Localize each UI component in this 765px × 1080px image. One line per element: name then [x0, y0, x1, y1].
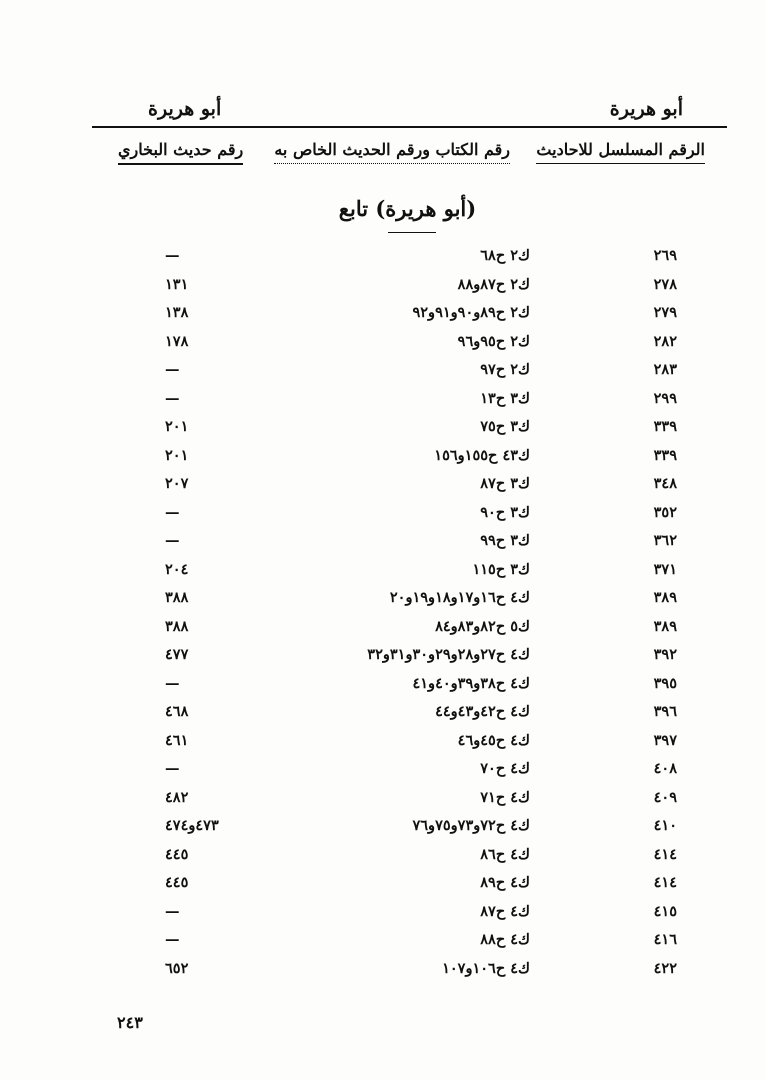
book-reference-cell: ك٢ ح٩٥و٩٦: [457, 332, 530, 350]
table-row: [0, 813, 765, 842]
bukhari-number-cell: ٣٨٨: [165, 589, 189, 606]
table-row: [0, 728, 765, 757]
bukhari-number-cell: ٤٧٣و٤٧٤: [165, 817, 219, 834]
book-reference-cell: ك٢ ح٦٨: [480, 247, 530, 264]
table-row: [0, 614, 765, 643]
table-row: [0, 272, 765, 301]
book-reference-cell: ك٤ ح١٠٦و١٠٧: [442, 959, 530, 977]
bukhari-number-cell: ٢٠٧: [165, 475, 189, 492]
book-reference-cell: ك٤ ح٧٠: [480, 760, 530, 777]
table-row: [0, 500, 765, 529]
book-reference-cell: ك٤ ح٣٨و٣٩و٤٠و٤١: [412, 674, 530, 692]
table-row: [0, 870, 765, 899]
serial-number-cell: ٣٩٢: [653, 646, 677, 663]
book-reference-cell: ك٤ ح٨٨: [480, 931, 530, 948]
book-reference-cell: ك٣ ح٧٥: [480, 418, 530, 435]
serial-number-cell: ٤١٤: [653, 845, 677, 863]
serial-number-cell: ٣٩٧: [653, 731, 677, 749]
book-reference-cell: ك٤ ح٨٧: [480, 902, 530, 920]
serial-number-cell: ٣٧١: [653, 560, 677, 578]
serial-number-cell: ٣٩٥: [653, 674, 677, 692]
serial-number-cell: ٤١٥: [653, 902, 677, 920]
book-reference-cell: ك٤ ح٤٥و٤٦: [457, 731, 530, 749]
table-row: [0, 671, 765, 700]
serial-number-cell: ٣٨٩: [653, 589, 677, 606]
column-header-serial: الرقم المسلسل للاحاديث: [536, 140, 705, 164]
bukhari-number-cell: —: [165, 247, 180, 264]
table-row: [0, 585, 765, 614]
running-title-left: أبو هريرة: [148, 98, 222, 120]
bukhari-number-cell: ١٣١: [165, 275, 189, 293]
bukhari-number-cell: ٤٨٢: [165, 788, 189, 806]
bukhari-number-cell: —: [165, 532, 180, 549]
serial-number-cell: ٣٣٩: [653, 418, 677, 435]
book-reference-cell: ك٤ ح٤٢و٤٣و٤٤: [435, 703, 530, 720]
serial-number-cell: ٣٥٢: [653, 503, 677, 521]
table-row: [0, 699, 765, 728]
book-reference-cell: ك٥ ح٨٢و٨٣و٨٤: [435, 617, 530, 635]
running-title-right: أبو هريرة: [609, 98, 683, 120]
serial-number-cell: ٤٢٢: [653, 959, 677, 977]
bukhari-number-cell: —: [165, 389, 180, 407]
serial-number-cell: ٢٦٩: [653, 247, 677, 264]
book-reference-cell: ك٣ ح٩٠: [480, 503, 530, 521]
bukhari-number-cell: ٤٤٥: [165, 845, 189, 863]
book-reference-cell: ك٤ ح٨٦: [480, 845, 530, 863]
table-row: [0, 927, 765, 956]
table-row: [0, 443, 765, 472]
serial-number-cell: ٢٧٩: [653, 304, 677, 321]
book-reference-cell: ك٣ ح١١٥: [472, 560, 530, 578]
bukhari-number-cell: —: [165, 902, 180, 920]
column-header-book: رقم الكتاب ورقم الحديث الخاص به: [274, 140, 510, 164]
bukhari-number-cell: ٤٦١: [165, 731, 189, 749]
book-reference-cell: ك٣ ح١٣: [480, 389, 530, 407]
bukhari-number-cell: ٣٨٨: [165, 617, 189, 635]
serial-number-cell: ٤١٠: [653, 817, 677, 834]
book-reference-cell: ك٣ ح٩٩: [480, 532, 530, 549]
column-header-bukhari: رقم حديث البخاري: [118, 140, 243, 165]
table-row: [0, 357, 765, 386]
bukhari-number-cell: ٦٥٢: [165, 959, 189, 977]
table-row: [0, 956, 765, 985]
bukhari-number-cell: ٢٠١: [165, 418, 189, 435]
section-rule: [388, 232, 436, 233]
book-reference-cell: ك٤ ح٢٧و٢٨و٢٩و٣٠و٣١و٣٢: [367, 646, 530, 663]
serial-number-cell: ٢٨٢: [653, 332, 677, 350]
book-reference-cell: ك٣ ح٨٧: [480, 475, 530, 492]
serial-number-cell: ٣٣٩: [653, 446, 677, 464]
bukhari-number-cell: —: [165, 674, 180, 692]
serial-number-cell: ٣٨٩: [653, 617, 677, 635]
serial-number-cell: ٤٠٩: [653, 788, 677, 806]
table-row: [0, 243, 765, 272]
serial-number-cell: ٢٨٣: [653, 361, 677, 378]
bukhari-number-cell: ٢٠٤: [165, 560, 189, 578]
serial-number-cell: ٤١٦: [653, 931, 677, 948]
hadith-table: [0, 243, 765, 984]
table-row: [0, 414, 765, 443]
table-row: [0, 386, 765, 415]
table-row: [0, 300, 765, 329]
bukhari-number-cell: —: [165, 760, 180, 777]
book-reference-cell: ك٤ ح٧١: [480, 788, 530, 806]
table-row: [0, 756, 765, 785]
table-row: [0, 785, 765, 814]
header-rule: [92, 126, 727, 128]
serial-number-cell: ٢٧٨: [653, 275, 677, 293]
bukhari-number-cell: —: [165, 503, 180, 521]
serial-number-cell: ٣٦٢: [653, 532, 677, 549]
book-reference-cell: ك٢ ح٩٧: [480, 361, 530, 378]
bukhari-number-cell: ١٧٨: [165, 332, 189, 350]
book-reference-cell: ك٢ ح٨٩و٩٠و٩١و٩٢: [412, 304, 530, 321]
table-row: [0, 642, 765, 671]
section-title: (أبو هريرة) تابع: [338, 196, 477, 221]
bukhari-number-cell: ٤٦٨: [165, 703, 189, 720]
bukhari-number-cell: ٢٠١: [165, 446, 189, 464]
serial-number-cell: ٢٩٩: [653, 389, 677, 407]
book-reference-cell: ك٢ ح٨٧و٨٨: [457, 275, 530, 293]
table-row: [0, 528, 765, 557]
serial-number-cell: ٤١٤: [653, 874, 677, 891]
serial-number-cell: ٣٤٨: [653, 475, 677, 492]
serial-number-cell: ٤٠٨: [653, 760, 677, 777]
bukhari-number-cell: ٤٧٧: [165, 646, 189, 663]
bukhari-number-cell: —: [165, 361, 180, 378]
bukhari-number-cell: —: [165, 931, 180, 948]
page-number: ٢٤٣: [117, 1013, 143, 1032]
serial-number-cell: ٣٩٦: [653, 703, 677, 720]
table-row: [0, 899, 765, 928]
book-reference-cell: ك٤٣ ح١٥٥و١٥٦: [434, 446, 530, 464]
book-reference-cell: ك٤ ح١٦و١٧و١٨و١٩و٢٠: [389, 589, 530, 606]
book-reference-cell: ك٤ ح٧٢و٧٣و٧٥و٧٦: [412, 817, 530, 834]
book-reference-cell: ك٤ ح٨٩: [480, 874, 530, 891]
table-row: [0, 842, 765, 871]
table-row: [0, 557, 765, 586]
bukhari-number-cell: ١٣٨: [165, 304, 189, 321]
table-row: [0, 471, 765, 500]
bukhari-number-cell: ٤٤٥: [165, 874, 189, 891]
table-row: [0, 329, 765, 358]
